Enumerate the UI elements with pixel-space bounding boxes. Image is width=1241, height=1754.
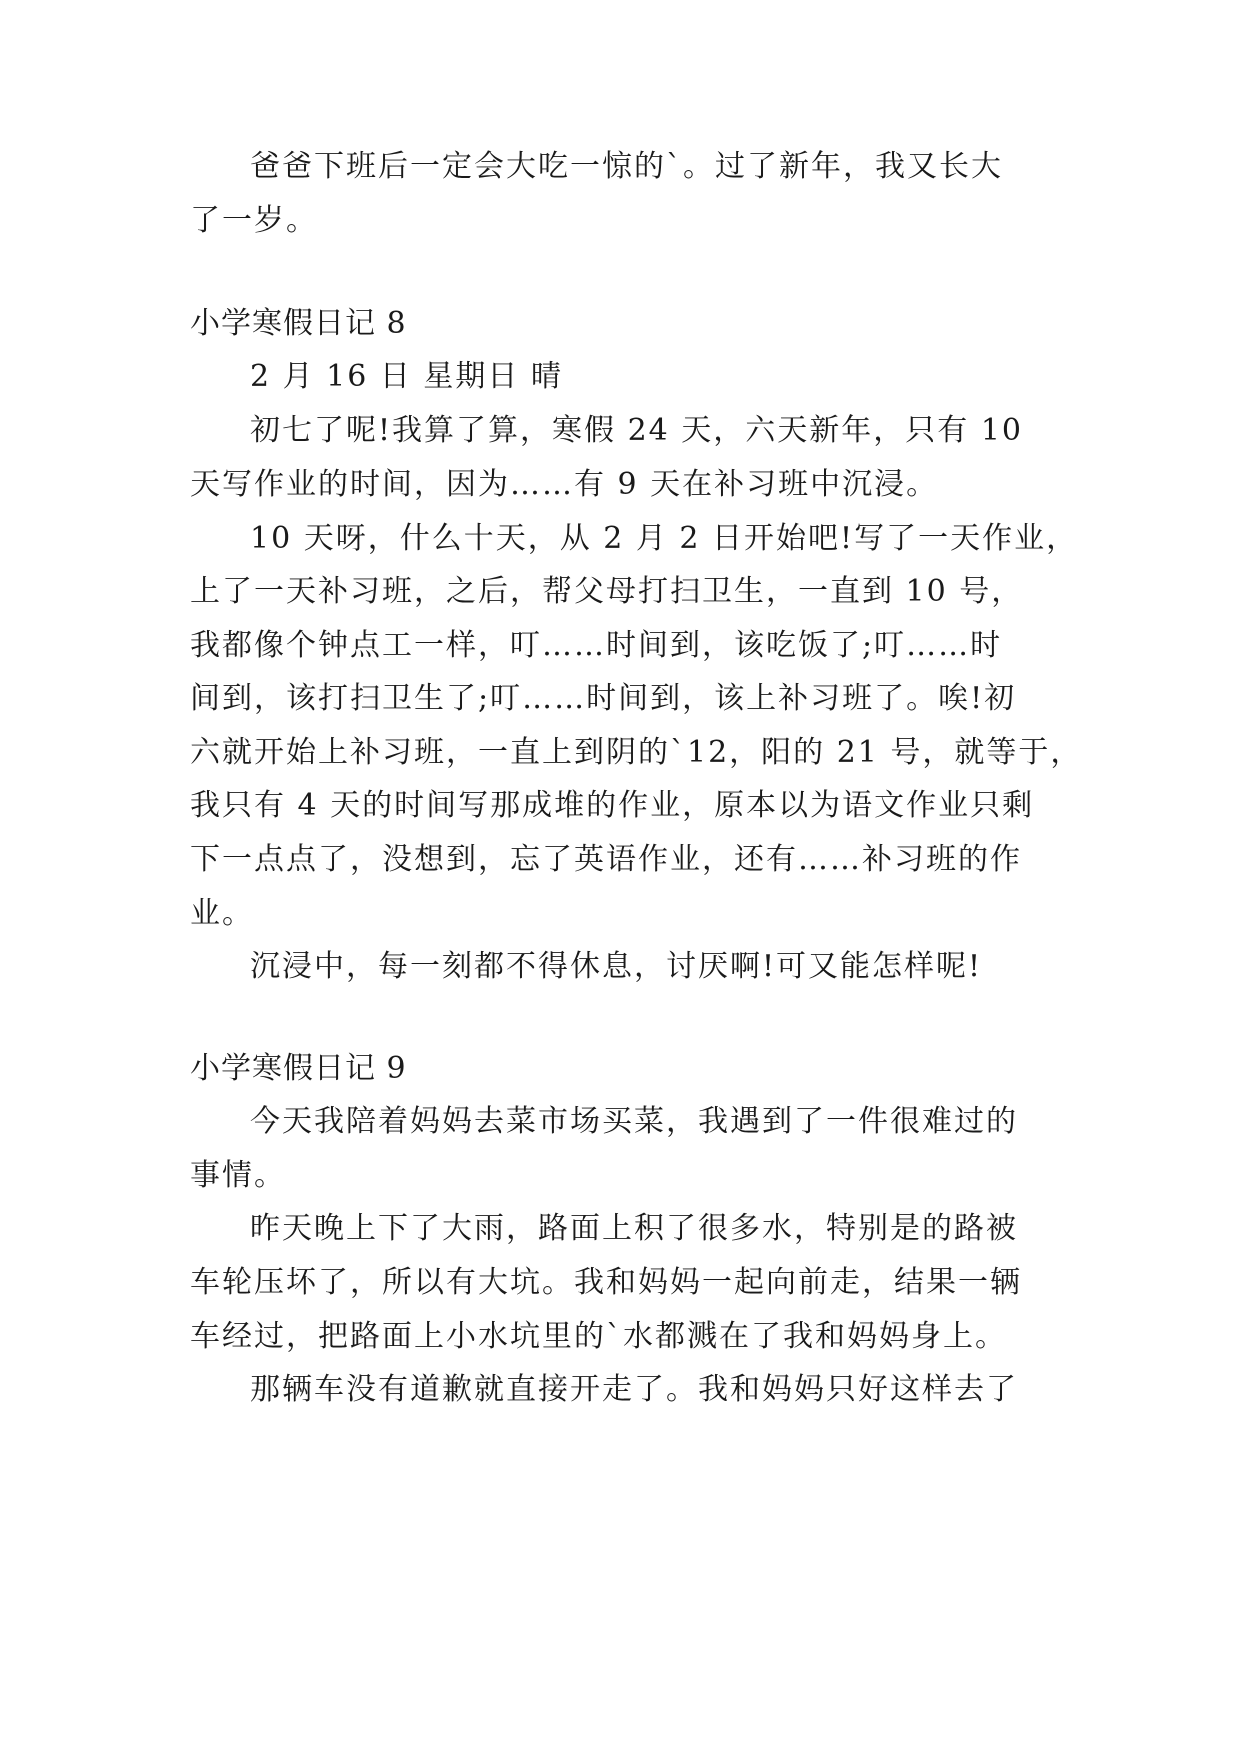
text-line: 业。 <box>190 896 254 931</box>
text-line: 10 天呀，什么十天，从 2 月 2 日开始吧!写了一天作业， <box>250 521 1079 556</box>
text-line: 今天我陪着妈妈去菜市场买菜，我遇到了一件很难过的 <box>250 1104 1018 1139</box>
text-line: 天写作业的时间，因为……有 9 天在补习班中沉浸。 <box>190 467 939 502</box>
date-line: 2 月 16 日 星期日 晴 <box>250 359 563 394</box>
text-line: 车经过，把路面上小水坑里的`水都溅在了我和妈妈身上。 <box>190 1319 1007 1354</box>
text-line: 事情。 <box>190 1158 286 1193</box>
text-line: 那辆车没有道歉就直接开走了。我和妈妈只好这样去了 <box>250 1372 1018 1407</box>
section-title: 小学寒假日记 9 <box>190 1051 407 1086</box>
text-line: 爸爸下班后一定会大吃一惊的`。过了新年，我又长大 <box>250 149 1003 184</box>
text-line: 沉浸中，每一刻都不得休息，讨厌啊!可又能怎样呢! <box>250 949 983 984</box>
text-line: 我只有 4 天的时间写那成堆的作业，原本以为语文作业只剩 <box>190 788 1035 823</box>
text-line: 六就开始上补习班，一直上到阴的`12，阳的 21 号，就等于， <box>190 735 1083 770</box>
text-line: 下一点点了，没想到，忘了英语作业，还有……补习班的作 <box>190 842 1022 877</box>
text-line: 我都像个钟点工一样，叮……时间到，该吃饭了;叮……时 <box>190 628 1003 663</box>
text-line: 车轮压坏了，所以有大坑。我和妈妈一起向前走，结果一辆 <box>190 1265 1022 1300</box>
section-title: 小学寒假日记 8 <box>190 306 407 341</box>
text-line: 间到，该打扫卫生了;叮……时间到，该上补习班了。唉!初 <box>190 681 1017 716</box>
text-line: 昨天晚上下了大雨，路面上积了很多水，特别是的路被 <box>250 1211 1018 1246</box>
text-line: 上了一天补习班，之后，帮父母打扫卫生，一直到 10 号， <box>190 574 1024 609</box>
text-line: 了一岁。 <box>190 203 318 238</box>
text-line: 初七了呢!我算了算，寒假 24 天，六天新年，只有 10 <box>250 413 1024 448</box>
